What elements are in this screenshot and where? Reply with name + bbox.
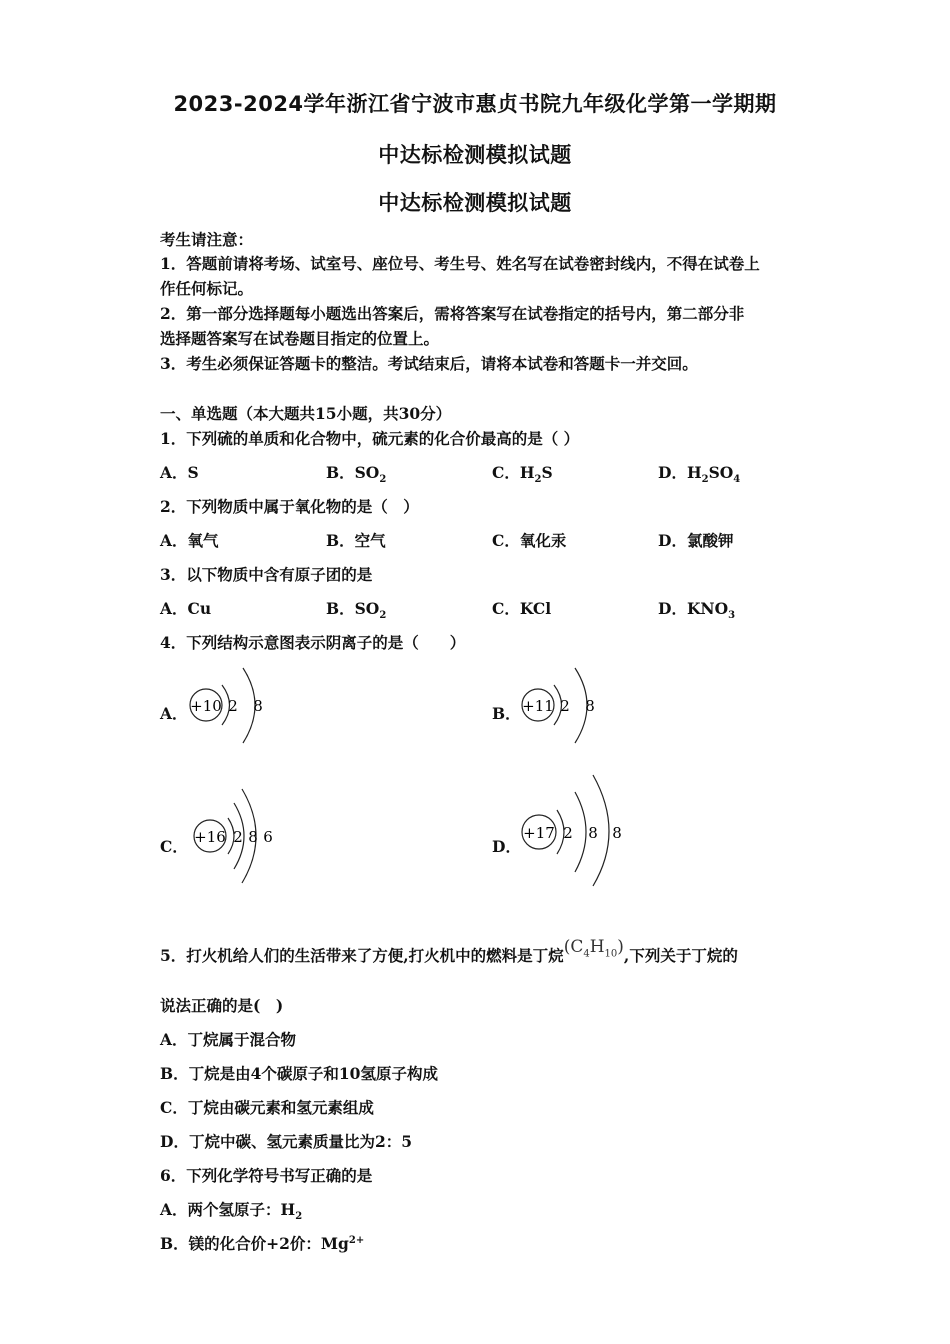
shell-electrons: 8 [585,697,595,715]
shell-electrons: 8 [248,828,258,846]
nucleus-charge: +17 [523,824,555,842]
q4-option-c-atom-diagram [190,785,290,885]
q5-option-a: A．丁烷属于混合物 [160,1030,297,1049]
shell-electrons: 8 [612,824,622,842]
title-line-1: 2023-2024学年浙江省宁波市惠贞书院九年级化学第一学期期 [173,92,777,116]
shell-electrons: 8 [253,697,263,715]
q4-option-b-atom-diagram [517,665,617,750]
nucleus-charge: +10 [190,697,222,715]
q3-option-d: D．$KNO_3$ [658,599,736,622]
notice-heading: 考生请注意： [160,230,254,249]
q4-option-a-atom-diagram [185,665,285,750]
shell-electrons: 8 [588,824,598,842]
shell-electrons: 6 [263,828,273,846]
q2-option-a: A．氧气 [160,531,219,550]
q2-option-c: C．氧化汞 [492,531,567,550]
q4-option-c-label: C． [160,837,188,856]
q3-option-c: C．KCl [492,599,552,618]
q4-option-d-label: D． [492,837,521,856]
q6-option-a: A．两个氢原子：$H_2$ [160,1200,303,1223]
q1-option-c: C．$H_2S$ [492,463,553,486]
q4-stem: 4．下列结构示意图表示阴离子的是（ ） [160,633,466,652]
q5-option-d: D．丁烷中碳、氢元素质量比为2：5 [160,1132,413,1151]
section-heading: 一、单选题（本大题共15小题，共30分） [160,404,452,423]
q2-option-d: D．氯酸钾 [658,531,734,550]
notice-item-2-cont: 选择题答案写在试卷题目指定的位置上。 [160,329,440,348]
q1-option-b: B．$SO_2$ [326,463,387,486]
notice-item-1: 1．答题前请将考场、试室号、座位号、考生号、姓名写在试卷密封线内，不得在试卷上 [160,254,760,273]
q1-option-a: A．S [160,463,199,482]
q3-option-b: B．$SO_2$ [326,599,387,622]
q2-option-b: B．空气 [326,531,386,550]
title-line-2: 中达标检测模拟试题 [378,143,572,167]
title-line-3: 中达标检测模拟试题 [378,191,572,215]
q5-option-c: C．丁烷由碳元素和氢元素组成 [160,1098,374,1117]
shell-electrons: 2 [228,697,238,715]
shell-electrons: 2 [560,697,570,715]
q1-option-d: D．$H_2SO_4$ [658,463,741,486]
q2-stem: 2．下列物质中属于氧化物的是（ ） [160,497,419,516]
q6-stem: 6．下列化学符号书写正确的是 [160,1166,373,1185]
q4-option-d-atom-diagram [517,772,632,887]
notice-item-2: 2．第一部分选择题每小题选出答案后，需将答案写在试卷指定的括号内，第二部分非 [160,304,745,323]
q3-option-a: A．Cu [160,599,212,618]
q3-stem: 3．以下物质中含有原子团的是 [160,565,373,584]
nucleus-charge: +11 [522,697,554,715]
notice-item-1-cont: 作任何标记。 [160,279,254,298]
q5-stem-cont: 说法正确的是( ) [160,996,284,1015]
q4-option-a-label: A． [160,704,188,723]
nucleus-charge: +16 [194,828,226,846]
shell-electrons: 2 [563,824,573,842]
butane-formula: $(C_4H_{10})$ [563,937,624,960]
notice-item-3: 3．考生必须保证答题卡的整洁。考试结束后，请将本试卷和答题卡一并交回。 [160,354,698,373]
shell-electrons: 2 [233,828,243,846]
q5-stem: 5．打火机给人们的生活带来了方便,打火机中的燃料是丁烷$(C_4H_{10})$,下列关于丁烷的 [160,937,738,965]
q6-option-b: B．镁的化合价+2价：$Mg^{2+}$ [160,1234,365,1253]
q5-option-b: B．丁烷是由4个碳原子和10氢原子构成 [160,1064,438,1083]
q4-option-b-label: B． [492,704,521,723]
q1-stem: 1．下列硫的单质和化合物中，硫元素的化合价最高的是（ ） [160,429,580,448]
